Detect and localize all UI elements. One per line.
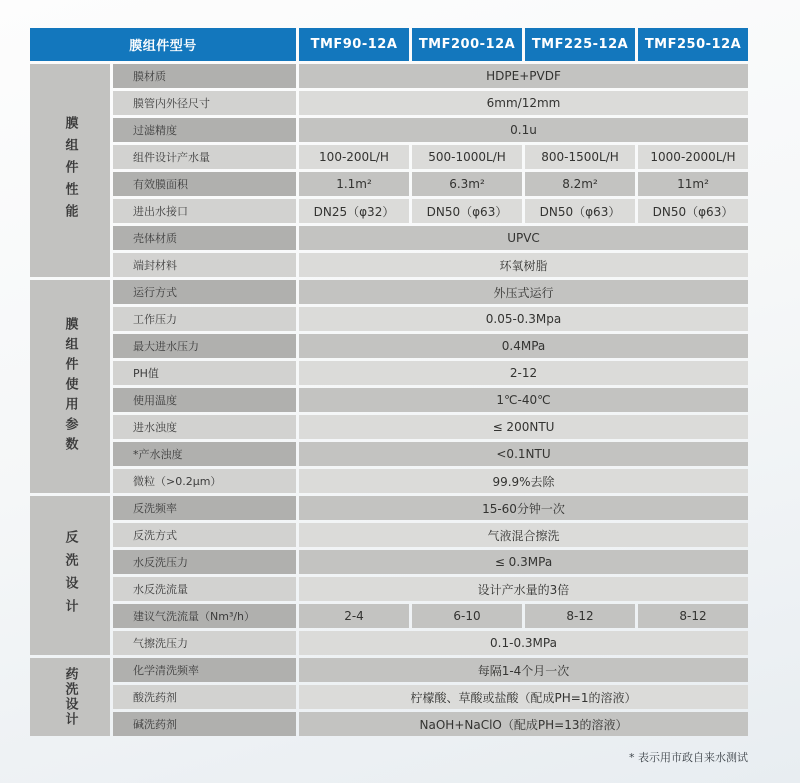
table-row xyxy=(113,145,748,169)
row-value: ≤ 200NTU xyxy=(299,415,748,439)
row-value-col3: DN50（φ63） xyxy=(525,199,635,223)
section-rows xyxy=(113,496,748,655)
footnote: * 表示用市政自来水测试 xyxy=(629,751,748,764)
row-value-col1: 100-200L/H xyxy=(299,145,409,169)
header-model-tmf225: TMF225-12A xyxy=(525,28,635,61)
row-label: 端封材料 xyxy=(113,253,296,277)
row-value: 1℃-40℃ xyxy=(299,388,748,412)
row-label: 水反洗压力 xyxy=(113,550,296,574)
table-row xyxy=(113,91,748,115)
table-row xyxy=(113,631,748,655)
header-model-tmf200: TMF200-12A xyxy=(412,28,522,61)
row-label: 进出水接口 xyxy=(113,199,296,223)
row-value: 15-60分钟一次 xyxy=(299,496,748,520)
row-value: 0.1-0.3MPa xyxy=(299,631,748,655)
table-row xyxy=(113,604,748,628)
row-value: 设计产水量的3倍 xyxy=(299,577,748,601)
row-value-col2: 500-1000L/H xyxy=(412,145,522,169)
group-cell-backwash xyxy=(30,496,110,655)
row-label: 壳体材质 xyxy=(113,226,296,250)
table-row xyxy=(113,64,748,88)
row-value: <0.1NTU xyxy=(299,442,748,466)
group-cell-chemical xyxy=(30,658,110,736)
table-row xyxy=(113,253,748,277)
row-label: 进水浊度 xyxy=(113,415,296,439)
row-label: 酸洗药剂 xyxy=(113,685,296,709)
row-label: 碱洗药剂 xyxy=(113,712,296,736)
row-value: HDPE+PVDF xyxy=(299,64,748,88)
table-row xyxy=(113,118,748,142)
row-label: 组件设计产水量 xyxy=(113,145,296,169)
table-row xyxy=(113,658,748,682)
row-value-col1: DN25（φ32） xyxy=(299,199,409,223)
row-label: 反洗频率 xyxy=(113,496,296,520)
row-value-col2: DN50（φ63） xyxy=(412,199,522,223)
row-value: 每隔1-4个月一次 xyxy=(299,658,748,682)
section-membrane-performance xyxy=(30,64,748,277)
row-value-col1: 2-4 xyxy=(299,604,409,628)
section-rows xyxy=(113,64,748,277)
header-model-tmf250: TMF250-12A xyxy=(638,28,748,61)
row-label: 膜材质 xyxy=(113,64,296,88)
row-label: 化学清洗频率 xyxy=(113,658,296,682)
row-value-col4: 1000-2000L/H xyxy=(638,145,748,169)
row-value-col2: 6-10 xyxy=(412,604,522,628)
table-row xyxy=(113,712,748,736)
table-row xyxy=(113,550,748,574)
row-value-col1: 1.1m² xyxy=(299,172,409,196)
row-values xyxy=(299,199,748,223)
row-value: 气液混合擦洗 xyxy=(299,523,748,547)
table-row xyxy=(113,307,748,331)
row-values xyxy=(299,172,748,196)
spec-table xyxy=(30,28,748,736)
row-label: 有效膜面积 xyxy=(113,172,296,196)
row-label: 过滤精度 xyxy=(113,118,296,142)
row-label: 微粒（>0.2μm） xyxy=(113,469,296,493)
table-body xyxy=(30,64,748,736)
table-row xyxy=(113,226,748,250)
row-value-col3: 8.2m² xyxy=(525,172,635,196)
table-row xyxy=(113,415,748,439)
section-chemical-cleaning-design xyxy=(30,658,748,736)
row-label: 建议气洗流量（Nm³/h） xyxy=(113,604,296,628)
table-row xyxy=(113,577,748,601)
row-value: 6mm/12mm xyxy=(299,91,748,115)
group-cell-performance xyxy=(30,64,110,277)
row-value-col4: DN50（φ63） xyxy=(638,199,748,223)
group-label: 药洗设计 xyxy=(62,667,78,727)
row-value: 2-12 xyxy=(299,361,748,385)
row-value: 99.9%去除 xyxy=(299,469,748,493)
group-label: 膜组件性能 xyxy=(62,115,78,226)
table-row xyxy=(113,334,748,358)
section-usage-parameters xyxy=(30,280,748,493)
row-label: 运行方式 xyxy=(113,280,296,304)
table-header xyxy=(30,28,748,61)
table-row xyxy=(113,172,748,196)
row-label: 使用温度 xyxy=(113,388,296,412)
section-rows xyxy=(113,280,748,493)
row-values xyxy=(299,604,748,628)
group-cell-usage xyxy=(30,280,110,493)
row-value: 0.05-0.3Mpa xyxy=(299,307,748,331)
group-label: 反洗设计 xyxy=(62,529,78,622)
table-row xyxy=(113,442,748,466)
row-value: 0.4MPa xyxy=(299,334,748,358)
table-row xyxy=(113,388,748,412)
row-value: 柠檬酸、草酸或盐酸（配成PH=1的溶液） xyxy=(299,685,748,709)
row-label: 最大进水压力 xyxy=(113,334,296,358)
row-value: NaOH+NaClO（配成PH=13的溶液） xyxy=(299,712,748,736)
row-label: *产水浊度 xyxy=(113,442,296,466)
row-values xyxy=(299,145,748,169)
table-row xyxy=(113,523,748,547)
table-row xyxy=(113,496,748,520)
row-label: 气擦洗压力 xyxy=(113,631,296,655)
table-row xyxy=(113,685,748,709)
table-row xyxy=(113,469,748,493)
row-value: 外压式运行 xyxy=(299,280,748,304)
section-backwash-design xyxy=(30,496,748,655)
row-value-col4: 8-12 xyxy=(638,604,748,628)
row-label: 水反洗流量 xyxy=(113,577,296,601)
row-value-col3: 800-1500L/H xyxy=(525,145,635,169)
table-row xyxy=(113,280,748,304)
row-value: UPVC xyxy=(299,226,748,250)
group-label: 膜组件使用参数 xyxy=(62,316,78,457)
header-model-label: 膜组件型号 xyxy=(30,28,296,61)
row-label: 膜管内外径尺寸 xyxy=(113,91,296,115)
row-value: 环氧树脂 xyxy=(299,253,748,277)
row-value: 0.1u xyxy=(299,118,748,142)
row-label: 工作压力 xyxy=(113,307,296,331)
row-value: ≤ 0.3MPa xyxy=(299,550,748,574)
section-rows xyxy=(113,658,748,736)
row-label: 反洗方式 xyxy=(113,523,296,547)
header-model-tmf90: TMF90-12A xyxy=(299,28,409,61)
table-row xyxy=(113,199,748,223)
row-value-col2: 6.3m² xyxy=(412,172,522,196)
table-row xyxy=(113,361,748,385)
row-label: PH值 xyxy=(113,361,296,385)
row-value-col4: 11m² xyxy=(638,172,748,196)
row-value-col3: 8-12 xyxy=(525,604,635,628)
